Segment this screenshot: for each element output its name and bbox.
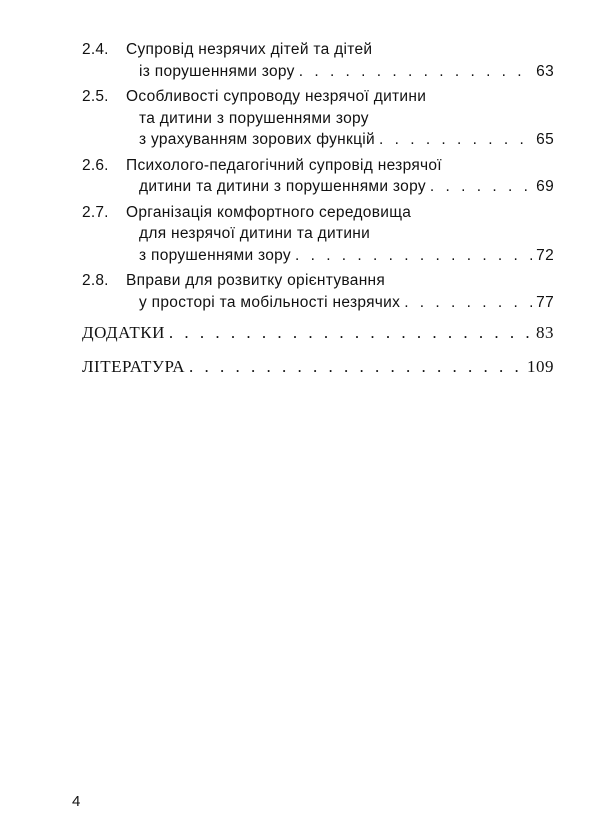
- page-ref: 65: [536, 131, 554, 148]
- section-title-line: Організація комфортного середовища: [126, 203, 412, 221]
- toc-entry-2-5: [82, 86, 554, 151]
- section-number: 2.8.: [82, 272, 109, 289]
- page-ref: 83: [536, 323, 554, 342]
- dot-leader: [299, 61, 532, 83]
- section-title-line: Супровід незрячих дітей та дітей: [126, 41, 373, 58]
- toc-entry-2-7: [82, 202, 554, 267]
- appendix-title: ДОДАТКИ: [82, 323, 165, 342]
- page-ref: 69: [536, 178, 554, 195]
- toc-entry-2-8: [82, 270, 554, 313]
- toc-entry-appendix: [82, 321, 554, 345]
- section-number: 2.4.: [82, 41, 109, 58]
- dot-leader: [169, 321, 532, 345]
- page-ref: 109: [527, 357, 554, 376]
- section-title-line: для незрячої дитини та дитини: [139, 225, 371, 242]
- section-title-line: з порушеннями зору: [139, 246, 291, 264]
- dot-leader: [295, 245, 532, 267]
- section-title-line: з урахуванням зорових функцій: [139, 131, 375, 148]
- toc-entry-2-4: [82, 39, 554, 82]
- section-title-line: у просторі та мобільності незрячих: [139, 293, 401, 311]
- page-ref: 77: [536, 293, 554, 311]
- section-title-line: та дитини з порушеннями зору: [139, 109, 369, 127]
- page-number: 4: [72, 793, 81, 810]
- table-of-contents: [82, 39, 554, 383]
- section-title-line: Вправи для розвитку орієнтування: [126, 272, 386, 289]
- page-ref: 72: [536, 246, 554, 264]
- dot-leader: [379, 129, 532, 151]
- section-number: 2.5.: [82, 88, 109, 105]
- page-ref: 63: [536, 62, 554, 80]
- references-title: ЛІТЕРАТУРА: [82, 357, 185, 376]
- section-title-line: із порушеннями зору: [139, 62, 295, 80]
- section-title-line: Психолого-педагогічний супровід незрячої: [126, 156, 442, 174]
- dot-leader: [404, 292, 532, 314]
- section-title-line: дитини та дитини з порушеннями зору: [139, 178, 426, 195]
- toc-entry-references: [82, 355, 554, 379]
- section-title-line: Особливості супроводу незрячої дитини: [126, 88, 427, 105]
- dot-leader: [430, 176, 532, 198]
- toc-entry-2-6: [82, 155, 554, 198]
- section-number: 2.7.: [82, 203, 109, 221]
- section-number: 2.6.: [82, 156, 109, 174]
- dot-leader: [189, 355, 523, 379]
